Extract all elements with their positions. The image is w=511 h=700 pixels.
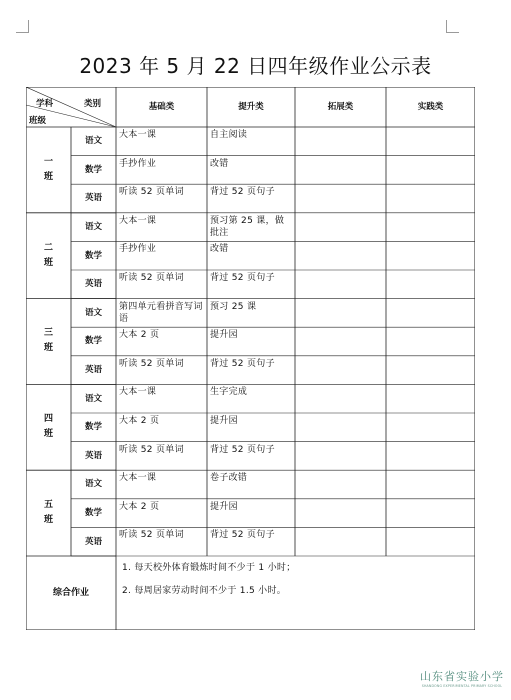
basic-homework-cell: 大本一课: [119, 130, 157, 140]
class-name-char: 一: [43, 156, 53, 167]
basic-homework-cell: 大本 2 页: [119, 330, 160, 341]
practice-homework-cell: [386, 127, 475, 156]
subject-label: 语文: [84, 307, 102, 318]
school-logo-name: 山东省实验小学: [420, 670, 504, 683]
improve-homework-cell: 改错: [210, 244, 229, 255]
column-header: 实践类: [417, 102, 444, 112]
practice-homework-cell: [386, 470, 475, 499]
extend-homework-cell: [295, 184, 386, 213]
practice-homework-cell: [386, 184, 475, 213]
subject-label: 数学: [84, 422, 102, 433]
extend-homework-cell: [295, 299, 386, 328]
improve-homework-cell: 预习 25 课: [210, 301, 257, 312]
subject-label: 英语: [84, 279, 102, 290]
subject-label: 语文: [84, 136, 102, 147]
column-header: 拓展类: [327, 102, 354, 112]
subject-label: 语文: [84, 393, 102, 404]
extend-homework-cell: [295, 241, 386, 270]
school-logo: [416, 668, 508, 688]
improve-homework-cell: 提升园: [210, 330, 238, 341]
subject-label: 数学: [84, 250, 102, 261]
basic-homework-cell: 听读 52 页单词: [119, 444, 184, 455]
class-name-char: 班: [43, 515, 53, 526]
practice-homework-cell: [386, 442, 475, 471]
class-name-char: 班: [43, 171, 53, 182]
basic-homework-cell: 手抄作业: [119, 158, 157, 169]
practice-homework-cell: [386, 299, 475, 328]
class-name: [26, 127, 71, 213]
improve-homework-cell: 背过 52 页句子: [210, 444, 275, 455]
class-name-char: 四: [43, 414, 53, 425]
practice-homework-cell: [386, 356, 475, 385]
extend-homework-cell: [295, 156, 386, 185]
school-logo-english: SHANDONG EXPERIMENTAL PRIMARY SCHOOL: [421, 684, 503, 688]
extend-homework-cell: [295, 270, 386, 299]
subject-label: 英语: [84, 193, 102, 204]
class-name-char: 三: [43, 328, 53, 339]
subject-label: 数学: [84, 508, 102, 519]
improve-homework-cell: 背过 52 页句子: [210, 530, 275, 541]
summary-note: 1. 每天校外体育锻炼时间不少于 1 小时；: [122, 563, 296, 573]
practice-homework-cell: [386, 327, 475, 356]
class-name-char: 班: [43, 257, 53, 268]
practice-homework-cell: [386, 241, 475, 270]
extend-homework-cell: [295, 470, 386, 499]
improve-homework-cell: 背过 52 页句子: [210, 187, 275, 198]
summary-note: 2. 每周居家劳动时间不少于 1.5 小时。: [122, 586, 287, 596]
improve-homework-cell: 生字完成: [210, 387, 248, 398]
class-name: [26, 299, 71, 385]
extend-homework-cell: [295, 527, 386, 556]
column-header: 提升类: [238, 102, 264, 112]
basic-homework-cell: 大本 2 页: [119, 416, 160, 426]
margin-mark-top-right: [446, 20, 459, 33]
corner-class-label: 班级: [29, 116, 47, 126]
practice-homework-cell: [386, 384, 475, 413]
practice-homework-cell: [386, 156, 475, 185]
corner-category-label: 类别: [84, 99, 102, 109]
subject-label: 英语: [84, 536, 102, 547]
improve-homework-cell: 背过 52 页句子: [210, 273, 275, 283]
practice-homework-cell: [386, 213, 475, 242]
subject-label: 英语: [84, 365, 102, 376]
subject-label: 数学: [84, 164, 102, 175]
class-name-char: 班: [43, 343, 53, 354]
corner-subject-label: 学科: [36, 99, 54, 109]
practice-homework-cell: [386, 527, 475, 556]
extend-homework-cell: [295, 127, 386, 156]
extend-homework-cell: [295, 442, 386, 471]
basic-homework-cell: 听读 52 页单词: [119, 358, 184, 369]
basic-homework-cell: 听读 52 页单词: [119, 187, 184, 198]
subject-label: 语文: [84, 222, 102, 233]
improve-homework-cell: 卷子改错: [210, 473, 248, 484]
page-title: 2023 年 5 月 22 日四年级作业公示表: [79, 54, 432, 78]
basic-homework-cell: 大本一课: [119, 473, 157, 484]
extend-homework-cell: [295, 213, 386, 242]
basic-homework-cell: 听读 52 页单词: [119, 530, 184, 541]
margin-mark-top-left: [16, 20, 29, 33]
improve-homework-cell: 预习第 25 课，做批注: [210, 215, 285, 238]
class-name: [26, 384, 71, 470]
extend-homework-cell: [295, 499, 386, 528]
basic-homework-cell: 手抄作业: [119, 244, 157, 255]
basic-homework-cell: 大本一课: [119, 387, 157, 398]
practice-homework-cell: [386, 499, 475, 528]
basic-homework-cell: 大本一课: [119, 215, 157, 226]
homework-table: [26, 87, 475, 630]
practice-homework-cell: [386, 270, 475, 299]
class-name: [26, 470, 71, 556]
extend-homework-cell: [295, 327, 386, 356]
basic-homework-cell: 听读 52 页单词: [119, 273, 184, 283]
class-name-char: 班: [43, 429, 53, 440]
improve-homework-cell: 提升园: [210, 501, 238, 512]
improve-homework-cell: 背过 52 页句子: [210, 358, 275, 369]
improve-homework-cell: 改错: [210, 158, 229, 169]
improve-homework-cell: 自主阅读: [210, 130, 248, 140]
class-name-char: 五: [43, 500, 53, 511]
extend-homework-cell: [295, 413, 386, 442]
practice-homework-cell: [386, 413, 475, 442]
class-name-char: 二: [43, 242, 53, 253]
subject-label: 英语: [84, 450, 102, 461]
summary-label: 综合作业: [52, 588, 89, 598]
class-name: [26, 213, 71, 299]
subject-label: 语文: [84, 479, 102, 490]
subject-label: 数学: [84, 336, 102, 347]
basic-homework-cell: 大本 2 页: [119, 501, 160, 512]
improve-homework-cell: 提升园: [210, 416, 238, 426]
basic-homework-cell: 第四单元看拼音写词语: [119, 301, 203, 324]
extend-homework-cell: [295, 356, 386, 385]
extend-homework-cell: [295, 384, 386, 413]
column-header: 基础类: [148, 102, 175, 112]
